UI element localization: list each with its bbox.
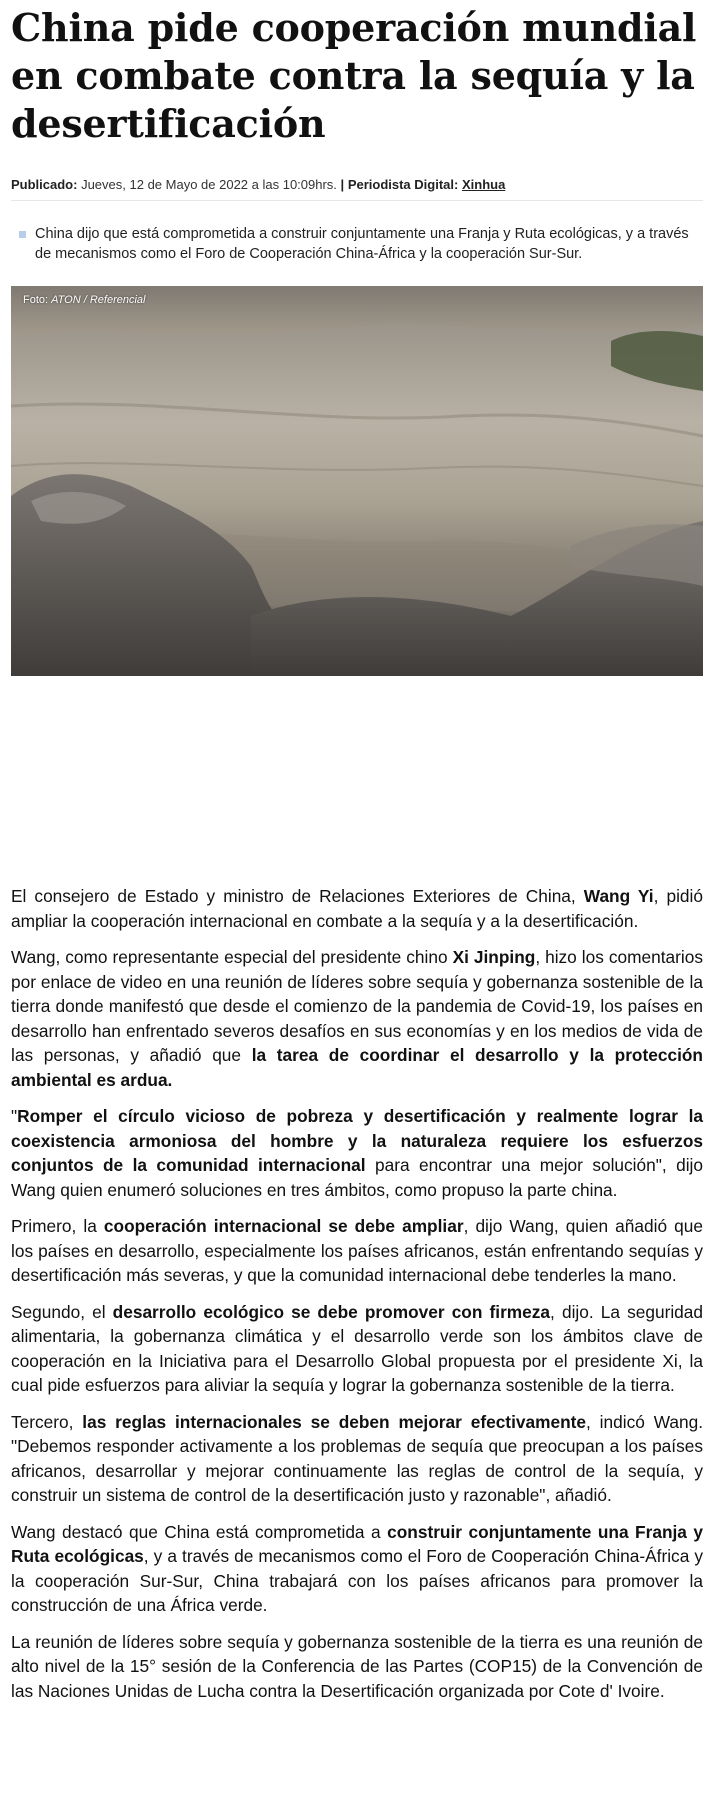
meta-separator: | <box>340 177 345 192</box>
article-paragraph <box>11 1214 703 1288</box>
article-photo <box>11 286 703 676</box>
paragraph-text: Segundo, el <box>11 1301 113 1322</box>
photo-credit-value: ATON / Referencial <box>51 294 146 306</box>
article-paragraph <box>11 1300 703 1398</box>
article-paragraph <box>11 1520 703 1618</box>
bold-text: Wang Yi <box>583 886 654 906</box>
article-paragraph <box>11 945 703 1092</box>
paragraph-text: " <box>11 1106 18 1126</box>
article-lead <box>11 225 703 264</box>
article-paragraph <box>11 1104 703 1202</box>
bold-text: construir conjuntamente una Franja y Ruta ecológicas <box>11 1521 703 1566</box>
article-meta <box>11 176 703 201</box>
paragraph-text: para encontrar una mejor solución", dijo Wang quien enumeró soluciones en tres ámbitos, como propuso la parte china. <box>11 1155 703 1200</box>
paragraph-text: , indicó Wang. "Debemos responder activamente a los problemas de sequía que preocupan a los países africanos, desarrollar y mejorar continuamente las reglas de control de la sequía, y construir un sistema de control de la desertificación justo y razonable", añadió. <box>11 1411 703 1505</box>
article-title: China pide cooperación mundial en combate contra la sequía y la desertificación <box>11 5 697 146</box>
paragraph-text: El consejero de Estado y ministro de Relaciones Exteriores de China, <box>11 886 584 906</box>
paragraph-text: , dijo Wang, quien añadió que los países en desarrollo, especialmente los países africanos, están enfrentando sequías y desertificación más severas, y que la comunidad internacional debe tenderles la mano. <box>11 1216 703 1285</box>
paragraph-text: Wang destacó que China está comprometida a <box>11 1521 388 1542</box>
paragraph-text: , dijo. La seguridad alimentaria, la gobernanza climática y el desarrollo verde son los ámbitos clave de cooperación en la Iniciativa para el Desarrollo Global propuesta por el presidente Xi, la cual pide esfuerzos para aliviar la sequía y lograr la gobernanza sostenible de la tierra. <box>11 1301 704 1395</box>
paragraph-text: , y a través de mecanismos como el Foro de Cooperación China-África y la cooperación Sur-Sur, China trabajará con los países africanos para promover la construcción de una África verde. <box>11 1546 704 1615</box>
article-body <box>11 884 703 1715</box>
article-paragraph <box>11 884 703 933</box>
article-paragraph <box>11 1410 703 1508</box>
paragraph-text: Tercero, <box>11 1411 83 1432</box>
bold-text: las reglas internacionales se deben mejorar efectivamente <box>82 1411 586 1432</box>
published-date: Jueves, 12 de Mayo de 2022 a las 10:09hrs. <box>81 177 337 192</box>
photo-credit-label: Foto: <box>23 294 49 306</box>
paragraph-text: , hizo los comentarios por enlace de video en una reunión de líderes sobre sequía y gobernanza sostenible de la tierra donde manifestó que desde el comienzo de la pandemia de Covid-19, los países en desarrollo han enfrentado severos desafíos en sus economías y en los medios de vida de las personas, y añadió que <box>11 947 703 1065</box>
bold-text: Romper el círculo vicioso de pobreza y desertificación y realmente lograr la coexistencia armoniosa del hombre y la naturaleza requiere los esfuerzos conjuntos de la comunidad internacional <box>11 1106 703 1175</box>
article-paragraph <box>11 1630 703 1704</box>
photo-credit <box>23 294 146 306</box>
article-header <box>11 0 703 676</box>
bold-text: Xi Jinping <box>452 947 536 967</box>
bold-text: la tarea de coordinar el desarrollo y la protección ambiental es ardua. <box>11 1045 703 1090</box>
published-label: Publicado: <box>11 177 78 192</box>
paragraph-text: Wang, como representante especial del presidente chino <box>11 947 453 967</box>
paragraph-text: , pidió ampliar la cooperación internacional en combate a la sequía y a la desertificación. <box>11 886 703 931</box>
author-link[interactable]: Xinhua <box>461 177 506 192</box>
author-label: Periodista Digital: <box>347 177 459 192</box>
square-bullet-icon <box>19 231 26 238</box>
paragraph-text: Primero, la <box>11 1216 104 1236</box>
lead-text: China dijo que está comprometida a construir conjuntamente una Franja y Ruta ecológicas, y a través de mecanismos como el Foro de Cooperación China-África y la cooperación Sur-Sur. <box>35 226 689 262</box>
drought-landscape-image <box>11 286 703 676</box>
paragraph-text: La reunión de líderes sobre sequía y gobernanza sostenible de la tierra es una reunión de alto nivel de la 15° sesión de la Conferencia de las Partes (COP15) de la Convención de las Naciones Unidas de Lucha contra la Desertificación organizada por Cote d' Ivoire. <box>11 1631 703 1701</box>
bold-text: desarrollo ecológico se debe promover con firmeza <box>112 1301 551 1322</box>
bold-text: cooperación internacional se debe ampliar <box>103 1216 464 1236</box>
